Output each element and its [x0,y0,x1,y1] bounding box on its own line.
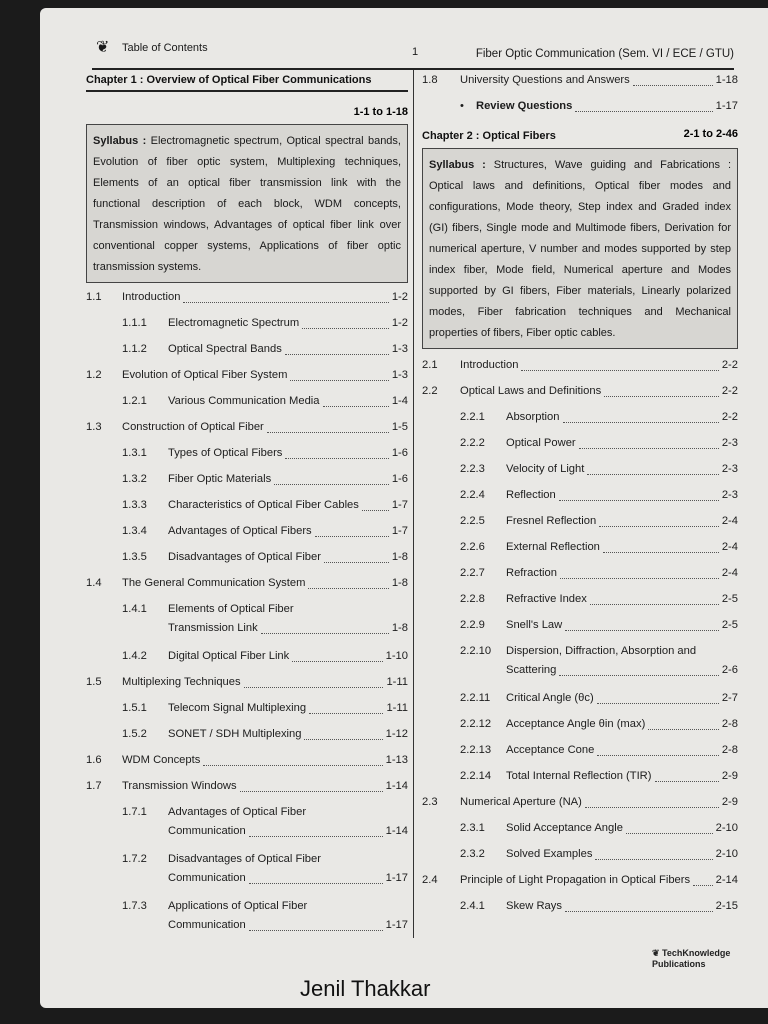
toc-entry-page: 1-6 [391,473,408,485]
toc-entry-page: 2-15 [715,900,738,912]
toc-entry-page: 2-4 [721,541,738,553]
toc-dot-leader [203,754,383,766]
toc-entry [422,567,738,593]
toc-entry [86,369,408,395]
toc-entry-title-line2: Transmission Link [168,622,258,634]
toc-entry-number: 1.5.1 [122,702,147,714]
header-right-title: Fiber Optic Communication (Sem. VI / ECE / GTU) [475,48,734,60]
toc-entry-page: 1-6 [391,447,408,459]
toc-entry-number: 1.1.1 [122,317,147,329]
toc-entry [86,702,408,728]
toc-entry-page: 1-7 [391,499,408,511]
toc-entry-number: 1.7.1 [122,806,147,818]
toc-entry-number: 1.3.1 [122,447,147,459]
toc-dot-leader [290,369,389,381]
page-number: 1 [412,46,419,58]
toc-entry-title: Telecom Signal Multiplexing [168,702,307,714]
toc-entry-page: 1-14 [385,780,408,792]
toc-entry [422,411,738,437]
toc-entry-page: 1-5 [391,421,408,433]
toc-entry-page: 1-18 [715,74,738,86]
chapter1-continued-list [422,74,738,126]
toc-entry-number: 2.1 [422,359,438,371]
toc-entry-title: Solid Acceptance Angle [506,822,623,834]
toc-entry-title: Critical Angle (θc) [506,692,594,704]
toc-entry [86,603,408,650]
toc-dot-leader [565,900,713,912]
toc-entry-page: 1-17 [385,919,408,931]
syllabus-text: Electromagnetic spectrum, Optical spectral bands, Evolution of fiber optic system, Multiplexing techniques, Elements of an optical fiber transmission link with the functional description of each block, WDM concepts, Transmission windows, Advantages of optical fiber link over conventional copper systems, Applications of fiber optic transmission systems. [93,135,401,273]
syllabus-label: Syllabus : [429,159,486,171]
toc-entry-number: • [460,100,464,112]
toc-entry-title: Evolution of Optical Fiber System [122,369,288,381]
column-divider [413,70,414,938]
toc-dot-leader [633,74,713,86]
toc-entry-title-line2: Communication [168,872,246,884]
toc-entry [86,577,408,603]
toc-entry-page: 1-17 [715,100,738,112]
toc-entry-title: Disadvantages of Optical Fiber [168,853,321,865]
chapter1-syllabus [86,124,408,283]
toc-entry-title: Electromagnetic Spectrum [168,317,300,329]
toc-entry-page: 1-13 [385,754,408,766]
toc-entry [422,848,738,874]
toc-entry [86,754,408,780]
toc-entry-number: 1.4 [86,577,102,589]
toc-entry-page: 2-3 [721,463,738,475]
toc-entry-number: 2.2 [422,385,438,397]
toc-entry-title: Reflection [506,489,556,501]
toc-entry-number: 1.3.4 [122,525,147,537]
toc-entry-number: 1.8 [422,74,438,86]
toc-entry [86,473,408,499]
toc-entry-page: 2-3 [721,437,738,449]
toc-entry [422,463,738,489]
toc-entry-page: 1-8 [391,577,408,589]
toc-entry [422,718,738,744]
toc-dot-leader [323,395,389,407]
toc-entry-page: 1-11 [386,676,408,688]
toc-dot-leader [597,692,719,704]
header-left-title: Table of Contents [122,42,208,54]
toc-entry [86,780,408,806]
toc-dot-leader [560,567,719,579]
toc-entry-number: 1.7 [86,780,102,792]
toc-entry-number: 1.3 [86,421,102,433]
toc-dot-leader [324,551,389,563]
toc-entry [422,593,738,619]
toc-dot-leader [285,447,389,459]
toc-entry-number: 1.3.3 [122,499,147,511]
toc-entry-number: 1.1.2 [122,343,147,355]
toc-dot-leader [559,664,719,676]
toc-dot-leader [302,317,389,329]
toc-entry-title: Acceptance Cone [506,744,595,756]
toc-dot-leader [626,822,713,834]
toc-entry [422,385,738,411]
toc-entry-page: 1-14 [385,825,408,837]
toc-entry-page: 1-8 [391,551,408,563]
toc-entry-title: Multiplexing Techniques [122,676,241,688]
toc-dot-leader [267,421,389,433]
toc-entry-number: 2.2.11 [460,692,491,704]
toc-entry-title: Transmission Windows [122,780,237,792]
toc-entry [422,359,738,385]
page-header [56,34,744,62]
toc-entry-page: 1-11 [386,702,408,714]
toc-entry-title: Introduction [122,291,181,303]
toc-entry-title: The General Communication System [122,577,306,589]
toc-entry [422,645,738,692]
toc-entry-title-line2: Communication [168,919,246,931]
toc-entry-page: 1-4 [391,395,408,407]
toc-entry [86,525,408,551]
toc-entry [422,822,738,848]
chapter2-toc-list [422,359,738,926]
toc-entry-page: 1-7 [391,525,408,537]
toc-entry-title: Disadvantages of Optical Fiber [168,551,321,563]
syllabus-label: Syllabus : [93,135,147,147]
toc-entry-number: 1.4.2 [122,650,147,662]
toc-dot-leader [575,100,713,112]
toc-dot-leader [563,411,719,423]
toc-entry-title: Digital Optical Fiber Link [168,650,290,662]
toc-entry-page: 1-3 [391,369,408,381]
toc-entry-title: Total Internal Reflection (TIR) [506,770,652,782]
toc-dot-leader [308,577,389,589]
toc-entry-title: Applications of Optical Fiber [168,900,308,912]
toc-dot-leader [587,463,719,475]
toc-dot-leader [655,770,719,782]
toc-entry-page: 1-2 [391,291,408,303]
toc-entry-number: 1.7.2 [122,853,147,865]
toc-entry-page: 2-6 [721,664,738,676]
toc-entry [422,515,738,541]
toc-dot-leader [559,489,719,501]
toc-entry-page: 2-2 [721,359,738,371]
toc-entry [422,619,738,645]
toc-entry [86,343,408,369]
toc-entry-page: 2-4 [721,515,738,527]
chapter2-range: 2-1 to 2-46 [683,128,738,140]
toc-entry [422,489,738,515]
toc-dot-leader [590,593,719,605]
toc-entry-page: 2-2 [721,411,738,423]
toc-entry-title: Advantages of Optical Fibers [168,525,312,537]
toc-dot-leader [249,825,383,837]
toc-dot-leader [183,291,389,303]
toc-entry [86,447,408,473]
toc-entry-title: Review Questions [476,100,573,112]
toc-entry-page: 2-4 [721,567,738,579]
syllabus-text: Structures, Wave guiding and Fabrications : Optical laws and definitions, Optical fiber modes and configurations, Mode theory, Step index and Graded index (GI) fibers, Single mode and Multimode fibers, Derivation for numerical aperture, V number and modes supported by step index fiber, Mode field, Numerical aperture and Modes supported by GI fibers, Fiber materials, Linearly polarized modes, Fiber fabrication techniques and Mechanical properties of fibers, Fiber optic cables. [429,159,732,339]
toc-entry-title: External Reflection [506,541,600,553]
toc-entry [86,499,408,525]
toc-entry-title: Skew Rays [506,900,562,912]
toc-entry-page: 2-8 [721,718,738,730]
toc-dot-leader [585,796,719,808]
toc-entry [422,796,738,822]
toc-entry-number: 2.2.12 [460,718,492,730]
toc-dot-leader [595,848,713,860]
toc-entry-page: 2-5 [721,619,738,631]
toc-entry-page: 2-10 [715,848,738,860]
toc-entry-number: 1.3.2 [122,473,147,485]
toc-entry-title-line2: Scattering [506,664,557,676]
toc-entry-page: 2-14 [715,874,738,886]
toc-entry [86,853,408,900]
publisher-logo-text: TechKnowledge Publications [652,948,731,969]
toc-entry-number: 2.2.3 [460,463,485,475]
chapter1-rule [86,90,408,92]
toc-entry [86,650,408,676]
toc-entry-page: 1-12 [385,728,408,740]
toc-dot-leader [240,780,383,792]
toc-entry-number: 1.2.1 [122,395,147,407]
toc-entry-number: 2.3 [422,796,438,808]
footer-name: Jenil Thakkar [300,976,431,1001]
toc-entry-number: 1.5 [86,676,102,688]
toc-dot-leader [285,343,389,355]
toc-dot-leader [304,728,383,740]
toc-entry-title: Refractive Index [506,593,587,605]
footer-publisher-logo [652,948,768,969]
toc-entry-page: 2-5 [721,593,738,605]
toc-entry [422,874,738,900]
toc-entry-page: 2-10 [715,822,738,834]
left-column [86,74,408,947]
toc-entry-number: 1.7.3 [122,900,147,912]
chapter1-range: 1-1 to 1-18 [353,106,408,118]
toc-entry-title: Velocity of Light [506,463,585,475]
toc-entry-page: 1-2 [391,317,408,329]
toc-entry-title: Optical Spectral Bands [168,343,282,355]
toc-entry-title: Optical Laws and Definitions [460,385,602,397]
toc-entry-title: SONET / SDH Multiplexing [168,728,302,740]
toc-entry-title: WDM Concepts [122,754,201,766]
toc-entry [86,291,408,317]
toc-entry-page: 1-8 [391,622,408,634]
toc-entry-number: 2.2.13 [460,744,492,756]
toc-entry-number: 2.3.1 [460,822,485,834]
toc-dot-leader [579,437,719,449]
toc-entry-number: 1.3.5 [122,551,147,563]
toc-entry [422,437,738,463]
toc-entry-title: Refraction [506,567,557,579]
toc-entry-title-line2: Communication [168,825,246,837]
toc-entry-number: 2.2.2 [460,437,485,449]
toc-entry [86,900,408,947]
toc-entry [86,421,408,447]
toc-entry-number: 2.4 [422,874,438,886]
toc-entry-number: 2.2.8 [460,593,485,605]
toc-dot-leader [604,385,719,397]
toc-entry [422,692,738,718]
toc-entry [422,744,738,770]
toc-entry-number: 1.1 [86,291,102,303]
toc-entry [86,317,408,343]
toc-entry-number: 1.5.2 [122,728,147,740]
toc-entry-number: 2.2.6 [460,541,485,553]
toc-entry-page: 1-17 [385,872,408,884]
toc-entry-title: Absorption [506,411,560,423]
toc-entry-title: Construction of Optical Fiber [122,421,264,433]
toc-dot-leader [597,744,719,756]
toc-entry-title: Optical Power [506,437,576,449]
toc-entry-page: 1-10 [385,650,408,662]
toc-entry-title: Numerical Aperture (NA) [460,796,582,808]
toc-dot-leader [261,622,389,634]
toc-entry-title: Solved Examples [506,848,593,860]
toc-entry-page: 2-2 [721,385,738,397]
toc-entry-number: 2.3.2 [460,848,485,860]
toc-entry [86,395,408,421]
toc-entry-number: 2.2.9 [460,619,485,631]
toc-entry [422,74,738,100]
toc-entry-title: Fresnel Reflection [506,515,597,527]
toc-dot-leader [565,619,719,631]
publisher-logo-icon: ❦ [96,39,110,56]
toc-entry [422,541,738,567]
toc-dot-leader [315,525,389,537]
right-column [422,74,738,926]
toc-entry-title: Principle of Light Propagation in Optical Fibers [460,874,691,886]
toc-entry [422,100,738,126]
chapter2-title: Chapter 2 : Optical Fibers [422,130,556,142]
toc-dot-leader [292,650,383,662]
toc-entry-title: Snell's Law [506,619,563,631]
toc-dot-leader [309,702,383,714]
toc-entry [422,770,738,796]
chapter1-toc-list [86,291,408,947]
toc-entry-number: 2.4.1 [460,900,485,912]
toc-entry-number: 2.2.14 [460,770,492,782]
toc-entry-number: 1.4.1 [122,603,147,615]
toc-entry-title: Fiber Optic Materials [168,473,272,485]
chapter1-title: Chapter 1 : Overview of Optical Fiber Communications [86,74,372,86]
toc-entry-page: 2-7 [721,692,738,704]
toc-entry-title: Elements of Optical Fiber [168,603,294,615]
toc-entry-title: Advantages of Optical Fiber [168,806,307,818]
toc-entry-page: 2-3 [721,489,738,501]
toc-dot-leader [521,359,719,371]
toc-entry-number: 2.2.7 [460,567,485,579]
toc-entry [86,551,408,577]
toc-dot-leader [599,515,719,527]
toc-entry [422,900,738,926]
toc-entry-number: 2.2.4 [460,489,485,501]
toc-entry-title: Various Communication Media [168,395,320,407]
toc-entry-page: 2-9 [721,796,738,808]
toc-entry-number: 2.2.1 [460,411,485,423]
toc-entry [86,728,408,754]
toc-entry-number: 2.2.5 [460,515,485,527]
toc-dot-leader [648,718,719,730]
toc-entry-page: 2-9 [721,770,738,782]
toc-entry-number: 2.2.10 [460,645,492,657]
toc-entry-page: 2-8 [721,744,738,756]
publisher-logo-icon: ❦ [652,948,663,958]
toc-dot-leader [249,919,383,931]
toc-entry [86,676,408,702]
toc-entry-title: Introduction [460,359,519,371]
toc-entry-title: University Questions and Answers [460,74,630,86]
toc-entry-title: Characteristics of Optical Fiber Cables [168,499,359,511]
toc-dot-leader [603,541,719,553]
chapter2-syllabus [422,148,738,349]
toc-dot-leader [274,473,389,485]
toc-dot-leader [249,872,383,884]
toc-entry [86,806,408,853]
toc-dot-leader [693,874,713,886]
toc-dot-leader [244,676,383,688]
toc-entry-number: 1.2 [86,369,102,381]
toc-entry-title: Types of Optical Fibers [168,447,283,459]
toc-entry-title: Acceptance Angle θin (max) [506,718,646,730]
toc-entry-title: Dispersion, Diffraction, Absorption and [506,645,697,657]
toc-entry-page: 1-3 [391,343,408,355]
toc-entry-number: 1.6 [86,754,102,766]
toc-dot-leader [362,499,389,511]
